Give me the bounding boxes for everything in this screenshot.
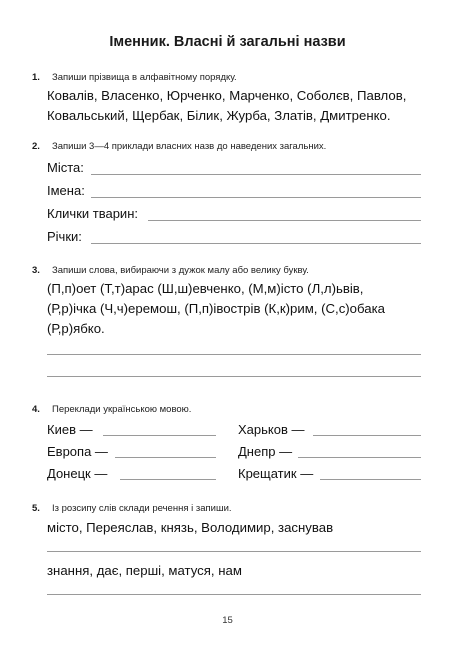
page-number: 15 (222, 615, 233, 626)
exercise-4-word-kreshchatik: Крещатик — (238, 466, 314, 481)
exercise-3-answer-line-2[interactable] (47, 376, 421, 377)
exercise-4-answer-line-dnepr[interactable] (298, 457, 421, 458)
exercise-2-label-pets: Клички тварин: (47, 206, 138, 221)
exercise-1-number: 1. (32, 72, 40, 83)
exercise-4-word-kharkov: Харьков — (238, 422, 305, 437)
exercise-4-answer-line-donetsk[interactable] (120, 479, 216, 480)
exercise-1-instruction: Запиши прізвища в алфавітному порядку. (52, 72, 237, 83)
exercise-2-answer-line-cities[interactable] (91, 174, 421, 175)
exercise-3-line-1: (П,п)оет (Т,т)арас (Ш,ш)евченко, (М,м)істо (Л,л)ьвів, (47, 281, 364, 296)
exercise-4-word-donetsk: Донецк — (47, 466, 108, 481)
page-title: Іменник. Власні й загальні назви (109, 34, 346, 50)
exercise-4-word-europe: Европа — (47, 444, 108, 459)
exercise-5-words-1: місто, Переяслав, князь, Володимир, заснував (47, 520, 334, 535)
exercise-5-number: 5. (32, 503, 40, 514)
exercise-2-label-rivers: Річки: (47, 229, 82, 244)
exercise-1-line-2: Ковальський, Щербак, Білик, Журба, Златів, Дмитренко. (47, 108, 391, 123)
exercise-4-word-kiev: Киев — (47, 422, 93, 437)
exercise-3-answer-line-1[interactable] (47, 354, 421, 355)
exercise-2-answer-line-rivers[interactable] (91, 243, 421, 244)
exercise-5-instruction: Із розсипу слів склади речення і запиши. (52, 503, 232, 514)
exercise-5-answer-line-1[interactable] (47, 551, 421, 552)
exercise-4-answer-line-kiev[interactable] (103, 435, 216, 436)
exercise-4-answer-line-kharkov[interactable] (313, 435, 421, 436)
exercise-1-line-1: Ковалів, Власенко, Юрченко, Марченко, Соболєв, Павлов, (47, 88, 407, 103)
exercise-2-answer-line-names[interactable] (91, 197, 421, 198)
exercise-4-instruction: Переклади українською мовою. (52, 404, 192, 415)
exercise-2-number: 2. (32, 141, 40, 152)
exercise-5-answer-line-2[interactable] (47, 594, 421, 595)
exercise-3-instruction: Запиши слова, вибираючи з дужок малу або велику букву. (52, 265, 309, 276)
exercise-2-label-cities: Міста: (47, 160, 84, 175)
exercise-4-word-dnepr: Днепр — (238, 444, 293, 459)
exercise-2-answer-line-pets[interactable] (148, 220, 421, 221)
exercise-2-instruction: Запиши 3—4 приклади власних назв до наведених загальних. (52, 141, 327, 152)
exercise-3-line-3: (Р,р)ябко. (47, 321, 105, 336)
exercise-4-answer-line-kreshchatik[interactable] (320, 479, 421, 480)
exercise-4-answer-line-europe[interactable] (115, 457, 216, 458)
exercise-4-number: 4. (32, 404, 40, 415)
exercise-5-words-2: знання, дає, перші, матуся, нам (47, 563, 242, 578)
exercise-2-label-names: Імена: (47, 183, 85, 198)
exercise-3-number: 3. (32, 265, 40, 276)
exercise-3-line-2: (Р,р)ічка (Ч,ч)еремош, (П,п)івострів (К,к)рим, (С,с)обака (47, 301, 385, 316)
